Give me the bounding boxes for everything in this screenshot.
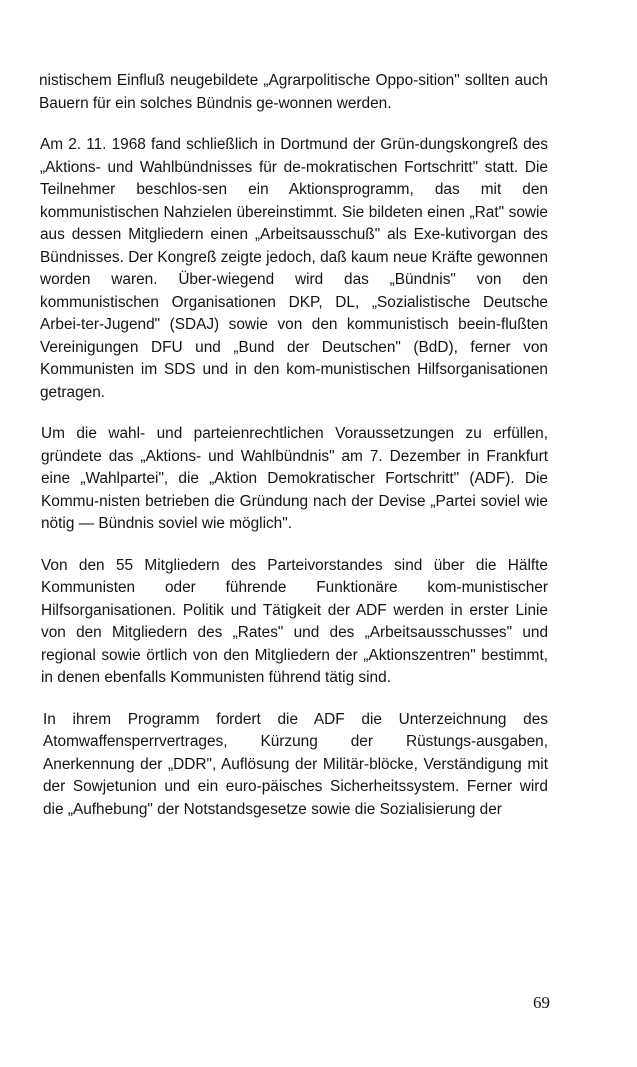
- paragraph-1: nistischem Einfluß neugebildete „Agrarpolitische Oppo-sition" sollten auch Bauern für ein solches Bündnis ge-wonnen werden.: [39, 72, 548, 112]
- paragraph-4: Von den 55 Mitgliedern des Parteivorstandes sind über die Hälfte Kommunisten oder führende Funktionäre kom-munistischer Hilfsorganisationen. Politik und Tätigkeit der ADF werden in erster Linie von den Mitgliedern des „Rates" und des „Arbeitsausschusses" und regional sowie örtlich von den Mitgliedern der „Aktionszentren" bestimmt, in denen ebenfalls Kommunisten führend tätig sind.: [41, 556, 548, 686]
- page-number: 69: [533, 993, 550, 1012]
- paragraph-2: Am 2. 11. 1968 fand schließlich in Dortmund der Grün-dungskongreß des „Aktions- und Wahlbündnisses für de-mokratischen Fortschritt" statt. Die Teilnehmer beschlos-sen ein Aktionsprogramm, das mit den kommunistischen Nahzielen übereinstimmt. Sie bildeten einen „Rat" sowie aus dessen Mitgliedern einen „Arbeitsausschuß" als Exe-kutivorgan des Bündnisses. Der Kongreß zeigte jedoch, daß kaum neue Kräfte gewonnen worden waren. Über-wiegend wird das „Bündnis" von den kommunistischen Organisationen DKP, DL, „Sozialistische Deutsche Arbei-ter-Jugend" (SDAJ) sowie von den kommunistisch beein-flußten Vereinigungen DFU und „Bund der Deutschen" (BdD), ferner von Kommunisten im SDS und in den kom-munistischen Hilfsorganisationen getragen.: [40, 136, 548, 401]
- paragraph-5: In ihrem Programm fordert die ADF die Unterzeichnung des Atomwaffensperrvertrages, Kürzung der Rüstungs-ausgaben, Anerkennung der „DDR", Auflösung der Militär-blöcke, Verständigung mit der Sowjetunion und ein euro-päisches Sicherheitssystem. Ferner wird die „Aufhebung" der Notstandsgesetze sowie die Sozialisierung der: [43, 710, 548, 818]
- paragraph-3: Um die wahl- und parteienrechtlichen Voraussetzungen zu erfüllen, gründete das „Aktions- und Wahlbündnis" am 7. Dezember in Frankfurt eine „Wahlpartei", die „Aktion Demokratischer Fortschritt" (ADF). Die Kommu-nisten betrieben die Gründung nach der Devise „Partei soviel wie nötig — Bündnis soviel wie möglich".: [41, 425, 548, 532]
- document-page: [39, 70, 548, 840]
